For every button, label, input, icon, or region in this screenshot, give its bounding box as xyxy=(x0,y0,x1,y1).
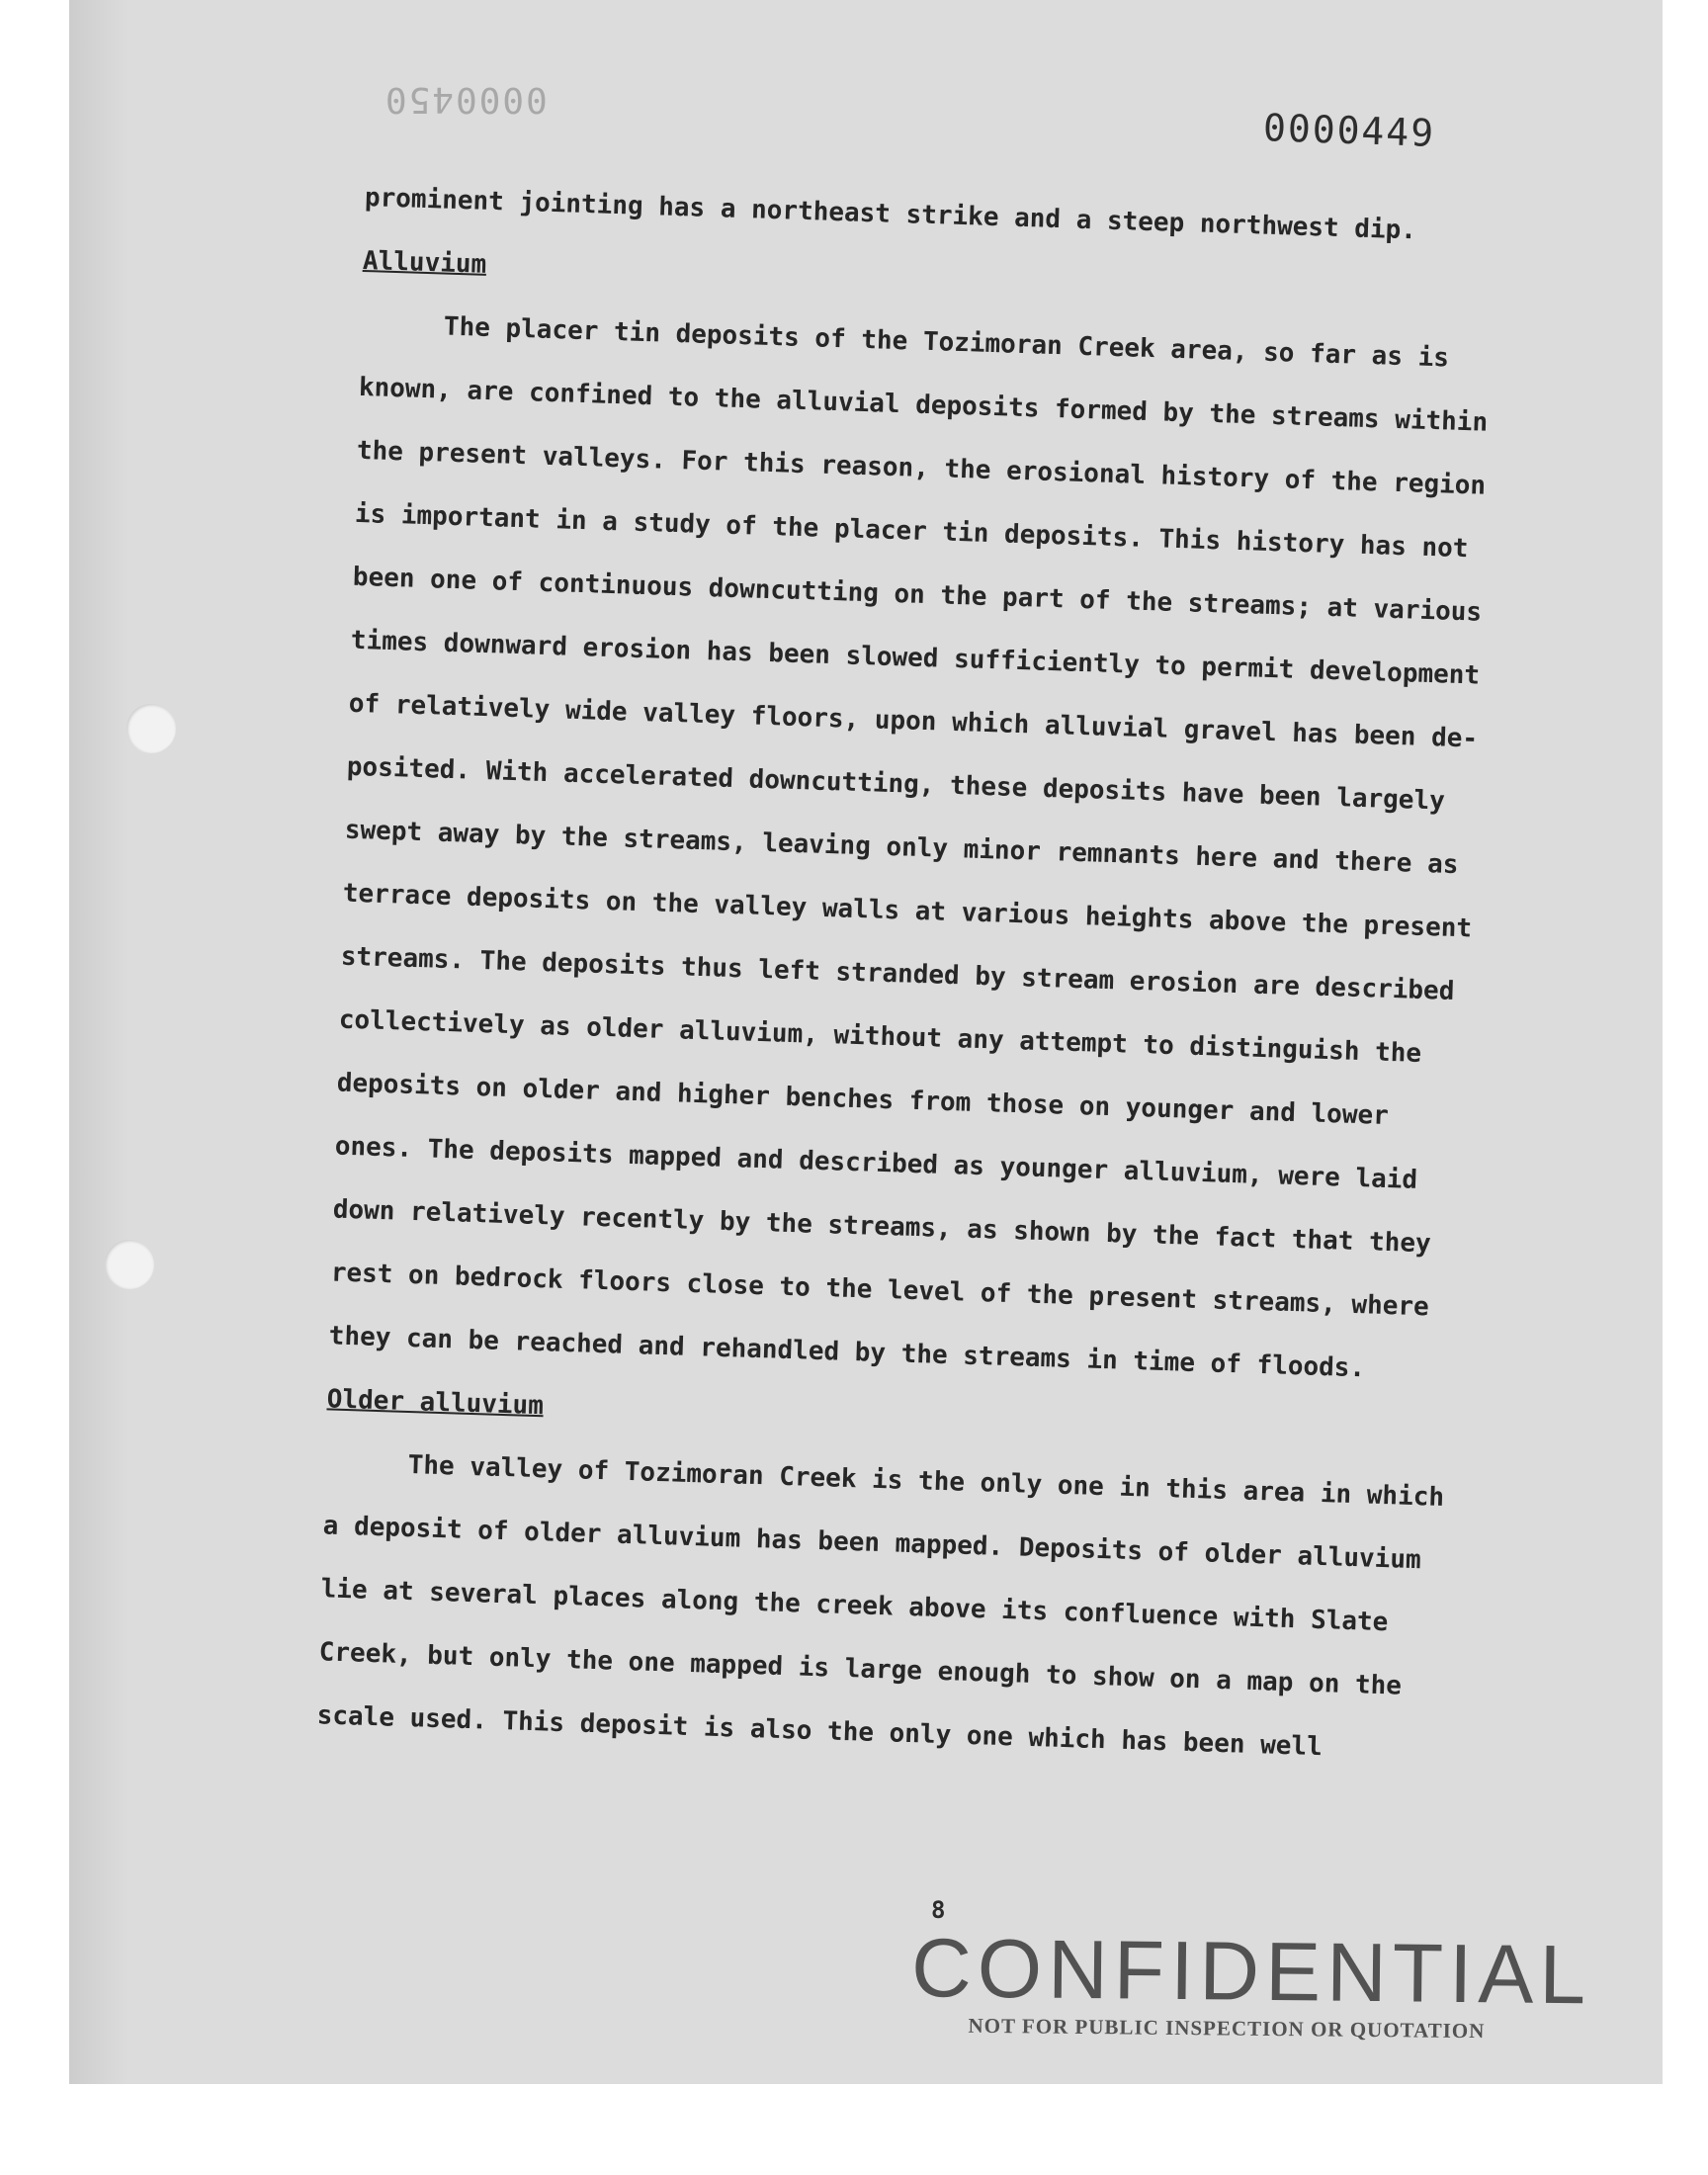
text-line: the present valleys. For this reason, the erosional history of the region xyxy=(356,435,1487,501)
page-number: 8 xyxy=(931,1896,946,1924)
text-line: of relatively wide valley floors, upon which alluvial gravel has been de- xyxy=(348,688,1479,754)
text-line: terrace deposits on the valley walls at various heights above the present xyxy=(342,878,1473,944)
punch-hole xyxy=(105,1240,154,1289)
text-line: rest on bedrock floors close to the level of the present streams, where xyxy=(330,1258,1430,1323)
stamp-title: CONFIDENTIAL xyxy=(910,1921,1592,2022)
typed-text-block xyxy=(316,166,1611,1786)
text-line: been one of continuous downcutting on the part of the streams; at various xyxy=(352,562,1483,628)
text-line: times downward erosion has been slowed sufficiently to permit development xyxy=(350,625,1481,691)
confidential-stamp xyxy=(910,1921,1643,2045)
text-line: Creek, but only the one mapped is large enough to show on a map on the xyxy=(318,1637,1403,1701)
page-edge-shadow xyxy=(69,0,128,2084)
text-line: scale used. This deposit is also the only one which has been well xyxy=(316,1700,1324,1763)
stamp-note: NOT FOR PUBLIC INSPECTION OR QUOTATION xyxy=(968,2013,1486,2044)
text-line: down relatively recently by the streams, as shown by the fact that they xyxy=(332,1194,1432,1260)
section-heading-older-alluvium: Older alluvium xyxy=(326,1384,545,1422)
text-line: a deposit of older alluvium has been mapped. Deposits of older alluvium xyxy=(322,1511,1422,1576)
text-line: collectively as older alluvium, without any attempt to distinguish the xyxy=(338,1004,1422,1069)
text-line: lie at several places along the creek above its confluence with Slate xyxy=(320,1574,1389,1638)
punch-hole xyxy=(127,704,176,753)
text-line: The valley of Tozimoran Creek is the only one in this area in which xyxy=(407,1449,1445,1513)
text-line: posited. With accelerated downcutting, these deposits have been largely xyxy=(346,751,1446,817)
document-number: 0000449 xyxy=(1262,105,1436,156)
text-line: is important in a study of the placer tin deposits. This history has not xyxy=(354,498,1469,565)
text-line: they can be reached and rehandled by the streams in time of floods. xyxy=(328,1321,1366,1384)
section-heading-alluvium: Alluvium xyxy=(362,245,487,280)
text-line: deposits on older and higher benches from those on younger and lower xyxy=(336,1068,1390,1131)
text-line: The placer tin deposits of the Tozimoran Creek area, so far as is xyxy=(443,311,1450,374)
document-page xyxy=(69,0,1663,2084)
text-line: prominent jointing has a northeast strike and a steep northwest dip. xyxy=(364,182,1417,246)
text-line: swept away by the streams, leaving only minor remnants here and there as xyxy=(344,815,1459,881)
text-line: ones. The deposits mapped and described as younger alluvium, were laid xyxy=(334,1131,1418,1195)
text-line: streams. The deposits thus left stranded by stream erosion are described xyxy=(340,941,1455,1006)
text-line: known, are confined to the alluvial deposits formed by the streams within xyxy=(358,372,1489,438)
faded-document-number: 0000450 xyxy=(384,79,548,120)
